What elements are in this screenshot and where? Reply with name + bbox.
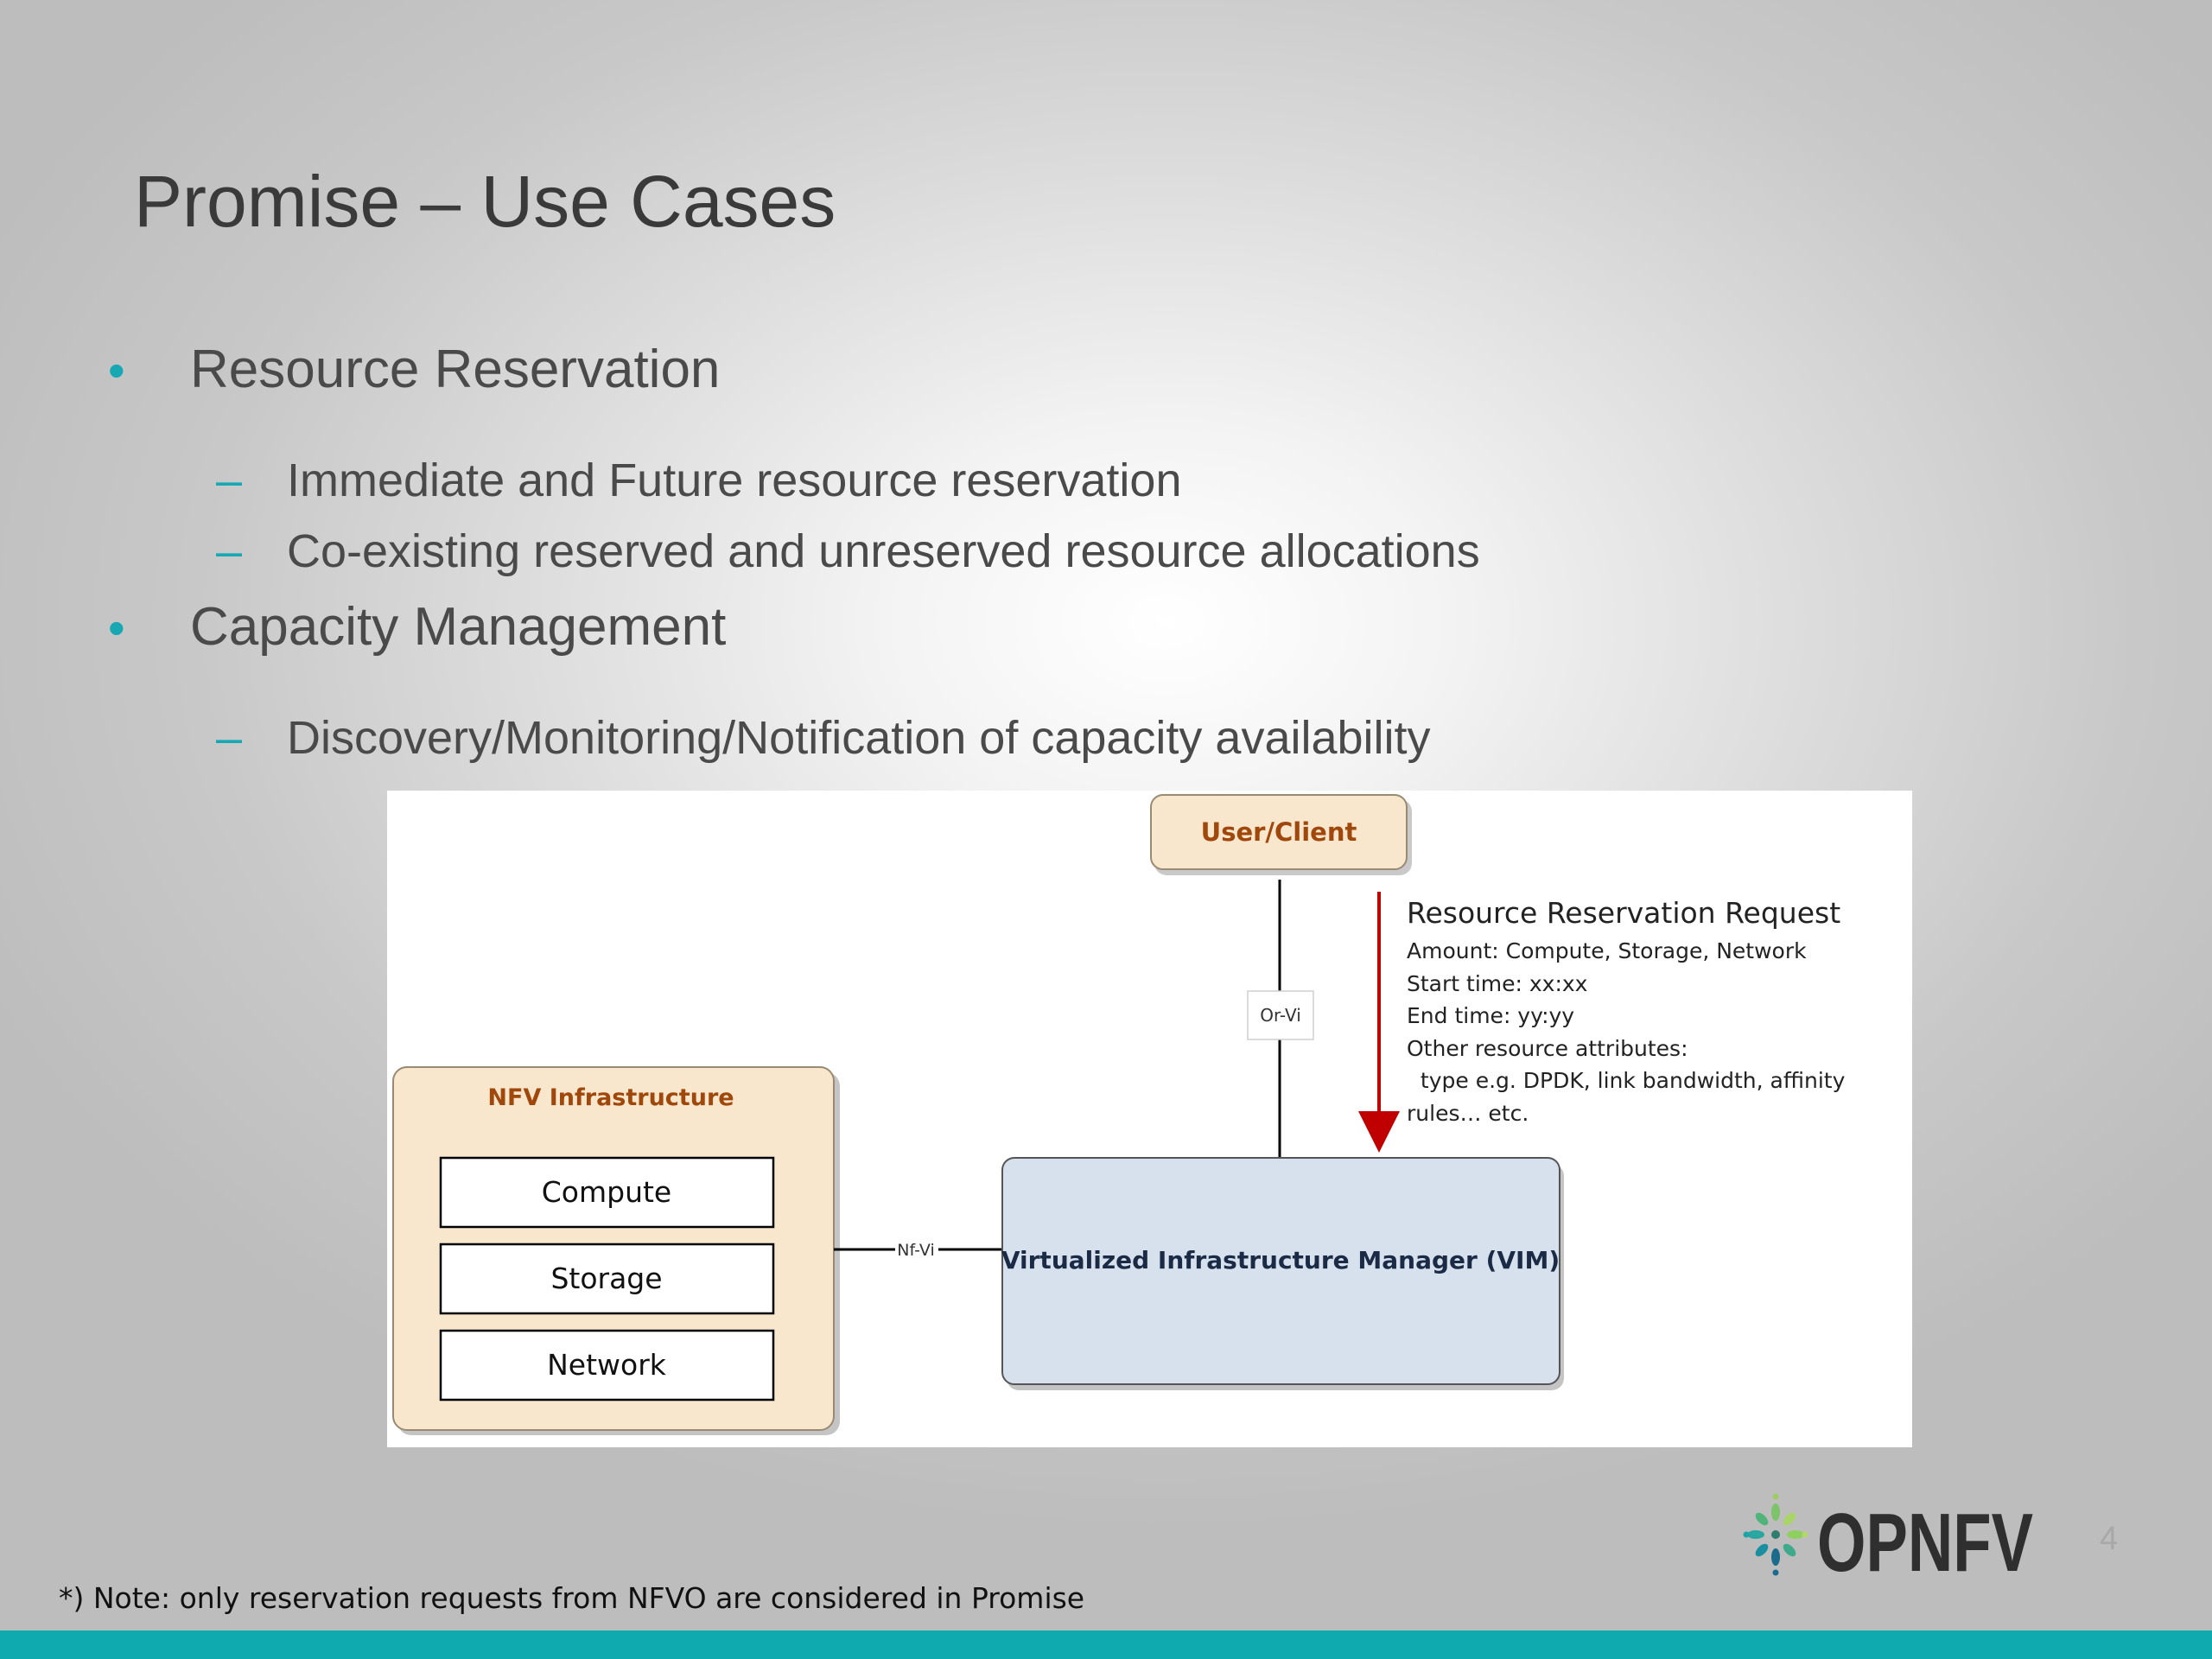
opnfv-logo (1741, 1486, 2039, 1589)
dash-marker: – (216, 525, 243, 577)
slide-title: Promise – Use Cases (134, 161, 836, 242)
subbullet-text: Co-existing reserved and unreserved resource allocations (287, 525, 1480, 577)
bullet-capacity-management (108, 596, 726, 658)
request-line: End time: yy:yy (1407, 1003, 1575, 1028)
request-line: rules… etc. (1407, 1101, 1529, 1126)
leaf-cluster-icon (1744, 1494, 1808, 1576)
storage-label: Storage (550, 1262, 663, 1295)
compute-label: Compute (541, 1175, 672, 1209)
footnote: *) Note: only reservation requests from NFVO are considered in Promise (59, 1581, 1085, 1615)
subbullet-discovery (216, 711, 1431, 765)
dash-marker: – (216, 712, 243, 764)
request-heading: Resource Reservation Request (1407, 896, 1841, 930)
diagram-canvas (387, 791, 1912, 1447)
network-label: Network (547, 1348, 666, 1382)
user-client-label: User/Client (1200, 817, 1357, 847)
dash-marker: – (216, 454, 243, 506)
bullet-marker: • (108, 343, 125, 397)
subbullet-coexisting (216, 524, 1480, 578)
subbullet-immediate-future (216, 454, 1182, 507)
request-line: Other resource attributes: (1407, 1036, 1688, 1061)
request-line: Start time: xx:xx (1407, 971, 1588, 996)
bullet-text: Capacity Management (190, 597, 727, 657)
footer-bar (0, 1630, 2212, 1659)
architecture-diagram (387, 791, 1912, 1447)
page-number: 4 (2100, 1521, 2119, 1557)
logo-wordmark: OPNFV (1817, 1497, 2033, 1589)
vim-label: Virtualized Infrastructure Manager (VIM) (1001, 1246, 1560, 1274)
opnfv-logo-graphic (1741, 1486, 2039, 1589)
request-line: Amount: Compute, Storage, Network (1407, 938, 1807, 963)
subbullet-text: Immediate and Future resource reservation (287, 454, 1182, 506)
bullet-marker: • (108, 601, 125, 655)
nfv-title: NFV Infrastructure (487, 1084, 734, 1111)
or-vi-label: Or-Vi (1260, 1005, 1301, 1026)
bullet-text: Resource Reservation (190, 340, 721, 399)
subbullet-text: Discovery/Monitoring/Notification of capacity availability (287, 712, 1431, 764)
request-line: type e.g. DPDK, link bandwidth, affinity (1407, 1068, 1846, 1093)
nf-vi-label: Nf-Vi (897, 1241, 935, 1260)
bullet-resource-reservation (108, 339, 720, 400)
